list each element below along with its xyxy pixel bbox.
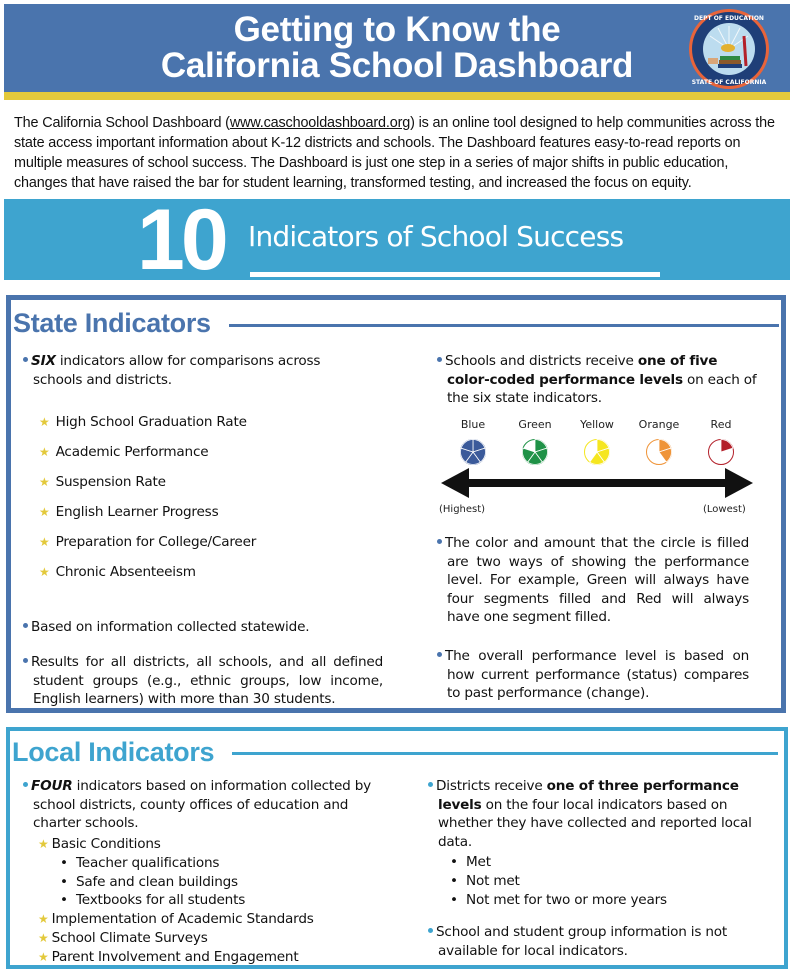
six-indicators-bullet	[23, 352, 363, 389]
indicators-heading: Indicators of School Success	[248, 220, 624, 253]
indicator-label: Implementation of Academic Standards	[51, 911, 314, 928]
highest-label: (Highest)	[439, 504, 486, 515]
level-label: Yellow	[580, 418, 614, 431]
list-item: • Teacher qualifications	[38, 854, 398, 873]
level-label: Green	[518, 418, 552, 431]
not-available-bullet	[428, 923, 770, 960]
section-title: Local Indicators	[12, 737, 215, 767]
indicator-count: 10	[137, 192, 225, 288]
green-pie-icon	[521, 438, 549, 466]
not-available-text: School and student group information is not available for local indicators.	[436, 924, 728, 959]
list-item: • Textbooks for all students	[38, 891, 398, 910]
list-item	[38, 929, 398, 948]
star-icon: ★	[38, 912, 49, 927]
five-levels-pre: Schools and districts receive	[445, 353, 638, 369]
svg-text:STATE OF CALIFORNIA: STATE OF CALIFORNIA	[691, 79, 767, 86]
five-levels-emphasis: one of five color-coded performance levels	[447, 353, 718, 388]
overall-level-bullet	[437, 647, 749, 703]
star-icon: ★	[38, 930, 49, 945]
local-indicators-section	[6, 727, 788, 969]
bullet-icon	[437, 357, 442, 362]
three-levels-bullet	[428, 777, 770, 851]
statewide-text: Based on information collected statewide.	[31, 619, 310, 635]
three-levels-emphasis: one of three performance levels	[438, 778, 739, 813]
list-item: • Met	[428, 853, 770, 872]
heading-underline	[250, 272, 660, 277]
list-item: • Safe and clean buildings	[38, 873, 398, 892]
six-emphasis: SIX	[31, 353, 56, 369]
list-item	[39, 443, 379, 473]
bullet-icon	[437, 539, 442, 544]
results-text: Results for all districts, all schools, and all defined student groups (e.g., ethnic groups, low income, English learners) with more than 30 students.	[31, 654, 383, 707]
red-pie-icon	[707, 438, 735, 466]
lowest-label: (Lowest)	[703, 504, 746, 515]
orange-pie-icon	[645, 438, 673, 466]
star-icon: ★	[38, 837, 49, 851]
performance-level-green	[505, 418, 565, 466]
level-label: Blue	[460, 418, 486, 431]
local-indicator-list	[38, 835, 398, 967]
star-icon: ★	[39, 415, 50, 429]
section-title: State Indicators	[13, 308, 211, 338]
yellow-pie-icon	[583, 438, 611, 466]
indicator-label: Basic Conditions	[51, 836, 161, 852]
dashboard-link[interactable]: www.caschooldashboard.org	[229, 115, 411, 131]
star-icon: ★	[39, 475, 50, 489]
state-indicator-list	[39, 413, 379, 593]
star-icon: ★	[38, 949, 49, 964]
three-levels-post: on the four local indicators based on whether they have collected and reported local data.	[438, 796, 752, 850]
ten-indicators-band	[4, 192, 790, 288]
list-item	[39, 503, 379, 533]
performance-level-red	[691, 418, 751, 466]
level-label: Orange	[638, 418, 680, 431]
results-bullet	[23, 653, 383, 709]
svg-text:DEPT OF EDUCATION: DEPT OF EDUCATION	[694, 15, 764, 22]
indicator-label: School Climate Surveys	[51, 929, 208, 946]
four-indicators-bullet	[23, 777, 383, 833]
circle-fill-bullet	[437, 534, 749, 627]
indicator-label: High School Graduation Rate	[55, 414, 247, 430]
performance-level-yellow	[567, 418, 627, 466]
performance-level-orange	[629, 418, 689, 466]
indicator-label: Suspension Rate	[55, 474, 166, 490]
bullet-icon	[23, 357, 28, 362]
star-icon: ★	[39, 565, 50, 579]
bullet-icon	[23, 658, 28, 663]
level-label: Red	[710, 418, 732, 431]
department-of-education-seal-icon	[688, 8, 770, 90]
bullet-icon	[437, 652, 442, 657]
four-text: indicators based on information collected by school districts, county offices of education and charter schools.	[33, 778, 372, 831]
list-item	[39, 413, 379, 443]
indicator-label: Parent Involvement and Engagement	[51, 948, 299, 965]
four-emphasis: FOUR	[31, 778, 73, 794]
circle-fill-text: The color and amount that the circle is filled are two ways of showing the performance level. For example, Green will always have four segments filled and Red will always have one segment filled.	[445, 535, 749, 625]
bullet-icon	[23, 623, 28, 628]
statewide-bullet	[23, 618, 383, 637]
five-levels-bullet	[437, 352, 757, 408]
three-levels-pre: Districts receive	[436, 778, 547, 794]
six-text: indicators allow for comparisons across schools and districts.	[33, 353, 321, 388]
title-line-1: Getting to Know the	[233, 10, 561, 49]
intro-prefix: The California School Dashboard (	[14, 115, 230, 131]
page-title	[4, 12, 790, 84]
performance-level-blue	[443, 418, 503, 466]
list-item	[38, 948, 398, 967]
indicator-label: Chronic Absenteeism	[55, 564, 196, 580]
list-item	[39, 533, 379, 563]
list-item: • Not met for two or more years	[428, 891, 770, 910]
bullet-icon	[23, 782, 28, 787]
list-item	[39, 473, 379, 503]
blue-pie-icon	[459, 438, 487, 466]
list-item	[38, 835, 398, 854]
star-icon: ★	[39, 535, 50, 549]
indicator-label: Preparation for College/Career	[55, 534, 257, 550]
intro-paragraph	[14, 113, 784, 193]
section-rule	[229, 324, 779, 327]
basic-conditions-sublist	[38, 854, 398, 910]
star-icon: ★	[39, 505, 50, 519]
indicator-label: Academic Performance	[55, 444, 209, 460]
bullet-icon	[428, 928, 433, 933]
indicator-label: English Learner Progress	[55, 504, 219, 520]
star-icon: ★	[39, 445, 50, 459]
list-item	[38, 910, 398, 929]
local-levels-list	[428, 853, 770, 909]
list-item: • Not met	[428, 872, 770, 891]
intro-suffix: ) is an online tool designed to help communities across the state access important information about K-12 districts and schools. The Dashboard features easy-to-read reports on multiple measures of school success. The Dashboard is just one step in a series of major shifts in public education, changes that have raised the bar for student learning, transformed testing, and increased the focus on equity.	[14, 115, 775, 191]
header-banner	[4, 4, 790, 92]
title-line-2: California School Dashboard	[160, 46, 634, 85]
bullet-icon	[428, 782, 433, 787]
section-rule	[232, 752, 778, 755]
double-arrow-icon	[441, 468, 753, 498]
list-item	[39, 563, 379, 593]
overall-level-text: The overall performance level is based on how current performance (status) compares to past performance (change).	[445, 648, 749, 701]
state-indicators-section	[6, 295, 786, 713]
five-levels-post: on each of the six state indicators.	[447, 371, 757, 406]
gold-divider	[4, 92, 790, 100]
